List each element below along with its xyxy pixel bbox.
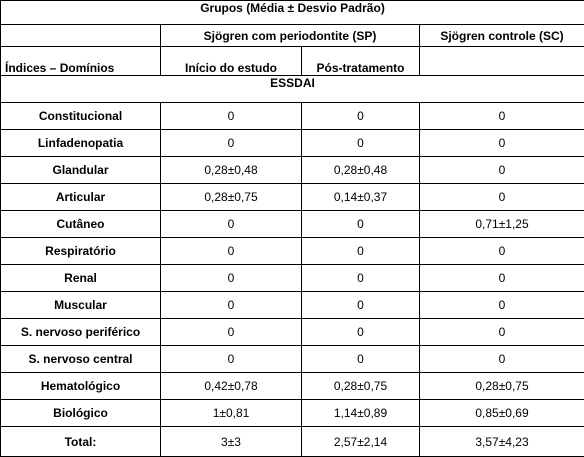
domain-cell: Hematológico (1, 373, 161, 400)
start-value-cell: 0 (161, 319, 302, 346)
domain-cell: Muscular (1, 292, 161, 319)
post-value-cell: 1,14±0,89 (302, 400, 420, 427)
domain-cell: Glandular (1, 157, 161, 184)
start-value-cell: 0 (161, 130, 302, 157)
header-row-subgroups (1, 25, 584, 47)
sc-value-cell: 0 (420, 130, 584, 157)
post-value-cell: 0 (302, 238, 420, 265)
table-row (1, 211, 584, 238)
table-row (1, 130, 584, 157)
start-value-cell: 0,28±0,48 (161, 157, 302, 184)
start-value-cell: 0 (161, 103, 302, 130)
domain-cell: Articular (1, 184, 161, 211)
post-column-header: Pós-tratamento (302, 47, 420, 76)
table-row (1, 103, 584, 130)
section-title: ESSDAI (1, 76, 584, 103)
sc-total-cell: 3,57±4,23 (420, 427, 584, 457)
domain-cell: Constitucional (1, 103, 161, 130)
post-value-cell: 0 (302, 292, 420, 319)
post-value-cell: 0,14±0,37 (302, 184, 420, 211)
post-total-cell: 2,57±2,14 (302, 427, 420, 457)
header-row-groups (1, 1, 584, 25)
empty-header-cell (1, 25, 161, 47)
empty-sc-header-cell (420, 47, 584, 76)
start-value-cell: 0 (161, 265, 302, 292)
table-row (1, 265, 584, 292)
post-value-cell: 0,28±0,75 (302, 373, 420, 400)
start-value-cell: 0 (161, 346, 302, 373)
domain-cell: Linfadenopatia (1, 130, 161, 157)
table-row (1, 157, 584, 184)
sc-value-cell: 0 (420, 319, 584, 346)
table-row (1, 184, 584, 211)
table-row-total (1, 427, 584, 457)
start-value-cell: 1±0,81 (161, 400, 302, 427)
sc-value-cell: 0 (420, 238, 584, 265)
table-row (1, 238, 584, 265)
sc-value-cell: 0 (420, 346, 584, 373)
start-value-cell: 0 (161, 211, 302, 238)
table-row (1, 292, 584, 319)
post-value-cell: 0 (302, 265, 420, 292)
sc-value-cell: 0 (420, 184, 584, 211)
header-row-columns (1, 47, 584, 76)
post-value-cell: 0 (302, 319, 420, 346)
sc-value-cell: 0 (420, 265, 584, 292)
post-value-cell: 0,28±0,48 (302, 157, 420, 184)
start-value-cell: 0 (161, 292, 302, 319)
domain-cell: S. nervoso central (1, 346, 161, 373)
groups-header: Grupos (Média ± Desvio Padrão) (1, 1, 584, 25)
start-total-cell: 3±3 (161, 427, 302, 457)
sc-value-cell: 0,85±0,69 (420, 400, 584, 427)
post-value-cell: 0 (302, 211, 420, 238)
sc-value-cell: 0 (420, 292, 584, 319)
table-row (1, 400, 584, 427)
post-value-cell: 0 (302, 103, 420, 130)
start-value-cell: 0 (161, 238, 302, 265)
domain-cell: Renal (1, 265, 161, 292)
post-value-cell: 0 (302, 346, 420, 373)
sc-value-cell: 0 (420, 157, 584, 184)
table-row (1, 319, 584, 346)
table-row (1, 346, 584, 373)
start-column-header: Início do estudo (161, 47, 302, 76)
domain-cell: S. nervoso periférico (1, 319, 161, 346)
start-value-cell: 0,28±0,75 (161, 184, 302, 211)
start-value-cell: 0,42±0,78 (161, 373, 302, 400)
sc-group-header: Sjögren controle (SC) (420, 25, 584, 47)
post-value-cell: 0 (302, 130, 420, 157)
index-column-header: Índices – Domínios (1, 47, 161, 76)
total-label-cell: Total: (1, 427, 161, 457)
section-row (1, 76, 584, 103)
domain-cell: Respiratório (1, 238, 161, 265)
sc-value-cell: 0,71±1,25 (420, 211, 584, 238)
domain-cell: Cutâneo (1, 211, 161, 238)
table-row (1, 373, 584, 400)
sc-value-cell: 0,28±0,75 (420, 373, 584, 400)
domain-cell: Biológico (1, 400, 161, 427)
sp-group-header: Sjögren com periodontite (SP) (161, 25, 420, 47)
sc-value-cell: 0 (420, 103, 584, 130)
